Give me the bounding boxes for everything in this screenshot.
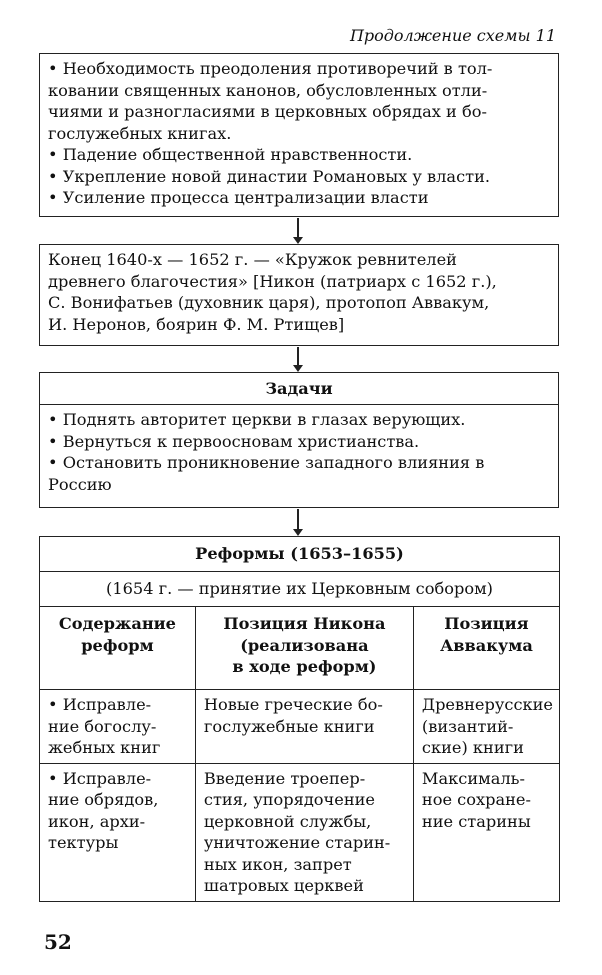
cell-line: ние богослу-	[48, 716, 157, 736]
table-cell	[195, 763, 413, 901]
page-number: 52	[44, 930, 72, 954]
cell-line: тектуры	[48, 833, 119, 852]
table-cell	[413, 690, 559, 764]
tasks-title: Задачи	[40, 373, 558, 405]
circle-box	[39, 244, 559, 346]
column-header-line: в ходе реформ)	[232, 657, 377, 676]
reasons-line: • Необходимость преодоления противоречий в тол-	[48, 59, 493, 78]
cell-line: жебных книг	[48, 738, 161, 757]
cell-line: уничтожение старин-	[203, 833, 391, 852]
tasks-line: • Остановить проникновение западного влияния в	[48, 453, 485, 472]
cell-line: ных икон, запрет	[203, 854, 352, 874]
cell-line: стия, упорядочение	[203, 790, 375, 809]
column-header-avvakum	[413, 607, 559, 690]
cell-line: Введение троепер-	[203, 768, 366, 788]
table-cell	[40, 690, 196, 764]
column-header-nikon	[195, 607, 413, 690]
cell-line: гослужебные книги	[203, 716, 375, 736]
tasks-box	[39, 372, 559, 508]
cell-line: • Исправле-	[48, 768, 152, 788]
reforms-title: Реформы (1653–1655)	[40, 537, 560, 572]
table-cell	[40, 763, 196, 901]
table-cell	[195, 690, 413, 764]
cell-line: • Исправле-	[48, 695, 152, 714]
tasks-line: Россию	[48, 474, 112, 494]
column-header-line: Содержание	[58, 614, 176, 633]
cell-line: ские) книги	[421, 738, 524, 757]
reasons-line: • Усиление процесса централизации власти	[48, 188, 429, 207]
cell-line: ние обрядов,	[48, 790, 159, 809]
reasons-line: ковании священных канонов, обусловленных отли-	[48, 80, 488, 100]
cell-line: шатровых церквей	[203, 876, 364, 895]
cell-line: Новые греческие бо-	[203, 695, 383, 714]
table-row	[40, 763, 560, 901]
reasons-box	[39, 53, 559, 217]
tasks-line: • Вернуться к первоосновам христианства.	[48, 431, 420, 451]
cell-line: Древнерусские	[421, 695, 553, 714]
table-row	[40, 690, 560, 764]
cell-line: ние старины	[421, 811, 531, 831]
column-header-line: Позиция	[444, 614, 529, 633]
column-header-line: Аввакума	[440, 635, 533, 655]
scheme-caption: Продолжение схемы 11	[349, 26, 556, 45]
circle-line: И. Неронов, боярин Ф. М. Ртищев]	[48, 314, 345, 334]
reasons-line: гослужебных книгах.	[48, 123, 232, 143]
down-arrow-icon	[297, 218, 299, 242]
cell-line: (византий-	[421, 716, 514, 736]
column-header-line: Позиция Никона	[223, 614, 386, 633]
reforms-subtitle: (1654 г. — принятие их Церковным собором)	[40, 572, 560, 607]
reasons-line: • Падение общественной нравственности.	[48, 145, 413, 164]
down-arrow-icon	[297, 347, 299, 370]
table-cell	[413, 763, 559, 901]
cell-line: церковной службы,	[203, 811, 372, 831]
reasons-line: чиями и разногласиями в церковных обрядах и бо-	[48, 102, 487, 121]
circle-line: древнего благочестия» [Никон (патриарх с 1652 г.),	[48, 271, 497, 291]
column-header-line: (реализована	[240, 635, 369, 655]
circle-line: Конец 1640-х — 1652 г. — «Кружок ревнителей	[48, 250, 457, 269]
column-header-content	[40, 607, 196, 690]
reasons-line: • Укрепление новой династии Романовых у власти.	[48, 166, 491, 186]
cell-line: икон, архи-	[48, 811, 146, 831]
down-arrow-icon	[297, 509, 299, 534]
circle-line: С. Вонифатьев (духовник царя), протопоп Аввакум,	[48, 293, 490, 312]
column-header-line: реформ	[81, 635, 154, 655]
reforms-table	[39, 536, 560, 902]
tasks-line: • Поднять авторитет церкви в глазах верующих.	[48, 410, 466, 429]
cell-line: ное сохране-	[421, 790, 531, 809]
cell-line: Максималь-	[421, 768, 525, 788]
